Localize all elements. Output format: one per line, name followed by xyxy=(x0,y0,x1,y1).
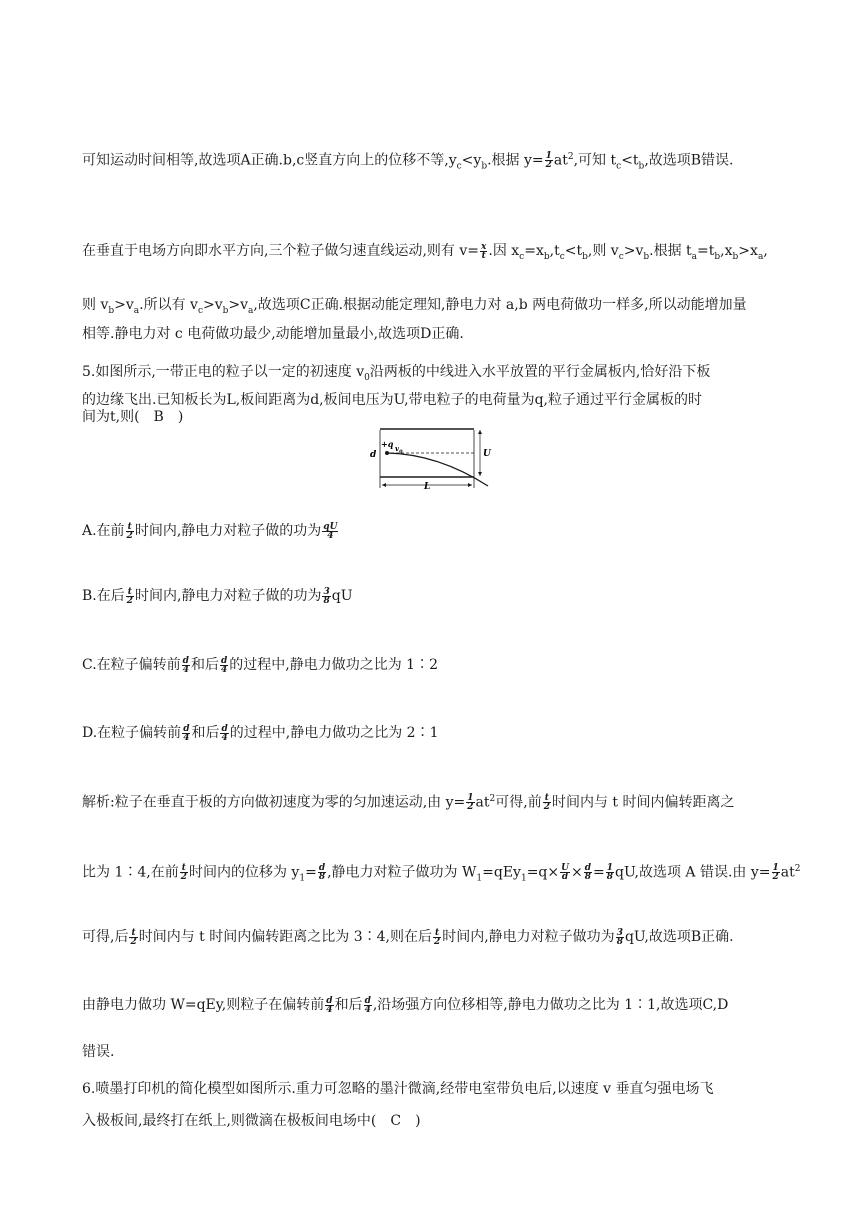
subscript: b xyxy=(732,251,739,262)
denominator: 2 xyxy=(772,872,779,883)
subscript: a xyxy=(133,305,140,316)
numerator: x xyxy=(481,241,487,252)
text-segment: >x xyxy=(738,243,758,259)
text-segment: =qEy xyxy=(482,864,521,881)
subscript: b xyxy=(222,305,229,316)
text-segment: at xyxy=(553,152,568,169)
numerator: 1 xyxy=(467,793,474,804)
numerator: d xyxy=(584,863,592,874)
text-segment: 和后 xyxy=(334,997,363,1013)
option-c xyxy=(82,656,438,674)
text-line xyxy=(82,148,734,175)
fraction xyxy=(322,588,330,605)
subscript: b xyxy=(543,251,550,262)
text-segment: ,沿场强方向位移相等,静电力做功之比为 1∶1,故选项C,D xyxy=(372,997,729,1013)
text-segment: 时间内,静电力对粒子做功为 xyxy=(442,929,615,945)
subscript: a xyxy=(248,305,254,316)
fraction xyxy=(180,864,188,881)
question-6-line-2: 入极板间,最终打在纸上,则微滴在极板间电场中( C ) xyxy=(82,1113,421,1129)
text-segment: >v xyxy=(623,243,644,259)
superscript: 2 xyxy=(794,864,801,874)
numerator: 3 xyxy=(616,927,623,938)
numerator: t xyxy=(543,794,551,803)
text-segment: .根据 y= xyxy=(487,152,544,169)
text-segment: at xyxy=(780,864,795,881)
fraction xyxy=(584,864,592,881)
numerator: d xyxy=(220,655,228,666)
text-segment: 时间内的位移为 y xyxy=(188,864,300,881)
text-segment: C.在粒子偏转前 xyxy=(82,657,181,673)
text-segment: <t xyxy=(564,243,583,259)
text-segment: ,可知 t xyxy=(573,152,617,169)
text-segment: 和后 xyxy=(191,725,220,741)
length-label: L xyxy=(424,482,431,492)
velocity-label: $v_0$ xyxy=(395,444,403,455)
text-segment: 和后 xyxy=(190,657,219,673)
fraction xyxy=(543,794,551,811)
text-segment: .所以有 v xyxy=(139,297,198,313)
denominator: 8 xyxy=(606,872,614,883)
subscript: b xyxy=(582,251,588,262)
subscript: 1 xyxy=(476,873,483,884)
text-segment: ,t xyxy=(549,243,560,259)
text-segment: qU,故选项 A 错误.由 y= xyxy=(615,864,771,881)
numerator: d xyxy=(318,863,326,874)
superscript: 2 xyxy=(489,794,496,804)
fraction xyxy=(126,588,134,605)
l-arrow-head-right xyxy=(468,483,472,487)
question-5-line-3: 间为t,则( B ) xyxy=(82,409,184,425)
u-arrow-head-top xyxy=(478,430,482,434)
text-line xyxy=(82,296,747,320)
denominator: 4 xyxy=(182,664,189,675)
fraction xyxy=(220,725,228,742)
trajectory xyxy=(387,453,488,486)
analysis-line-5: 错误. xyxy=(82,1044,115,1060)
text-segment: ,x xyxy=(720,243,733,259)
fraction xyxy=(480,243,487,260)
text-segment: 解析:粒子在垂直于板的方向做初速度为零的匀加速运动,由 y= xyxy=(82,794,466,811)
denominator: 2 xyxy=(130,936,137,947)
text-segment: B.在后 xyxy=(82,588,125,604)
fraction xyxy=(182,657,190,674)
text-segment: ,则 v xyxy=(587,243,619,259)
analysis-line-4 xyxy=(82,996,728,1014)
numerator: t xyxy=(129,929,137,938)
fraction xyxy=(466,794,474,811)
option-d xyxy=(82,724,439,742)
analysis-line-3 xyxy=(82,928,734,946)
numerator: 1 xyxy=(772,863,779,874)
u-arrow-head-bottom xyxy=(478,472,482,476)
denominator: 4 xyxy=(183,732,190,743)
fraction xyxy=(220,657,228,674)
numerator: 1 xyxy=(606,863,614,874)
numerator: t xyxy=(126,588,134,597)
text-segment: A.在前 xyxy=(82,523,125,539)
numerator: t xyxy=(126,523,134,532)
subscript: c xyxy=(559,251,565,262)
numerator: 3 xyxy=(323,586,330,597)
voltage-label: U xyxy=(483,449,491,459)
text-segment: ,故选项B错误. xyxy=(644,152,734,169)
numerator: d xyxy=(183,723,190,734)
numerator: d xyxy=(221,723,228,734)
text-segment: = xyxy=(593,864,605,881)
numerator: 1 xyxy=(545,151,552,162)
text-segment: 沿两板的中线进入水平放置的平行金属板内,恰好沿下板 xyxy=(369,364,711,380)
fraction xyxy=(433,929,441,946)
subscript: c xyxy=(618,251,624,262)
option-b xyxy=(82,587,353,605)
numerator: qU xyxy=(323,521,338,532)
text-segment: qU xyxy=(331,588,353,604)
denominator: 8 xyxy=(318,872,326,883)
denominator: 4 xyxy=(221,732,228,743)
denominator: 8 xyxy=(323,595,330,606)
text-segment: =q× xyxy=(526,864,560,881)
subscript: 1 xyxy=(299,873,306,884)
subscript: b xyxy=(638,161,645,172)
text-segment: 在垂直于电场方向即水平方向,三个粒子做匀速直线运动,则有 v= xyxy=(82,243,479,259)
charge-label: +q xyxy=(381,439,394,449)
text-segment: 的过程中,静电力做功之比为 1∶2 xyxy=(229,657,438,673)
text-segment: 的过程中,静电力做功之比为 2∶1 xyxy=(229,725,439,741)
text-segment: = xyxy=(305,864,317,881)
text-segment: 比为 1∶4,在前 xyxy=(82,864,179,881)
fraction xyxy=(322,523,338,540)
denominator: 2 xyxy=(126,530,133,541)
denominator: 2 xyxy=(545,160,552,171)
fraction xyxy=(126,523,134,540)
text-segment: <t xyxy=(621,152,639,169)
denominator: 8 xyxy=(584,872,592,883)
denominator: d xyxy=(561,872,569,883)
text-segment: 5.如图所示,一带正电的粒子以一定的初速度 v xyxy=(82,364,365,380)
question-5-line-1 xyxy=(82,363,710,387)
numerator: U xyxy=(561,863,569,874)
text-segment: 时间内与 t 时间内偏转距离之比为 3∶4,则在后 xyxy=(138,929,432,945)
fraction xyxy=(129,929,137,946)
denominator: 4 xyxy=(220,664,228,675)
text-segment: =x xyxy=(524,243,544,259)
text-segment: 可知运动时间相等,故选项A正确.b,c竖直方向上的位移不等,y xyxy=(82,152,457,169)
subscript: b xyxy=(714,251,721,262)
numerator: d xyxy=(182,655,189,666)
text-segment: >v xyxy=(228,297,249,313)
subscript: b xyxy=(643,251,650,262)
text-segment: 可得,后 xyxy=(82,929,129,945)
text-segment: 则 v xyxy=(82,297,109,313)
subscript: a xyxy=(757,251,764,262)
text-segment: 时间内,静电力对粒子做的功为 xyxy=(135,588,322,604)
denominator: 2 xyxy=(180,872,187,883)
text-line: 相等.静电力对 c 电荷做功最少,动能增加量最小,故选项D正确. xyxy=(82,326,464,342)
fraction xyxy=(772,864,780,881)
fraction xyxy=(182,725,190,742)
text-segment: 时间内与 t 时间内偏转距离之 xyxy=(551,794,735,811)
numerator: d xyxy=(364,995,371,1006)
text-segment: =t xyxy=(697,243,715,259)
fraction xyxy=(325,997,333,1014)
numerator: d xyxy=(326,995,333,1006)
text-segment: 由静电力做功 W=qEy,则粒子在偏转前 xyxy=(82,997,325,1013)
text-segment: <y xyxy=(461,152,482,169)
text-segment: 时间内,静电力对粒子做的功为 xyxy=(134,523,322,539)
denominator: t xyxy=(481,250,486,261)
l-arrow-head-left xyxy=(382,483,386,487)
fraction xyxy=(616,929,624,946)
text-segment: ,静电力对粒子做功为 W xyxy=(327,864,477,881)
fraction xyxy=(318,864,326,881)
analysis-line-2 xyxy=(82,860,801,887)
text-segment: >v xyxy=(114,297,134,313)
superscript: 2 xyxy=(567,152,574,162)
denominator: 8 xyxy=(616,936,623,947)
fraction xyxy=(364,997,372,1014)
subscript: 1 xyxy=(520,873,527,884)
denominator: 4 xyxy=(327,530,334,541)
text-segment: .因 x xyxy=(488,243,520,259)
fraction xyxy=(606,864,614,881)
text-segment: >v xyxy=(203,297,223,313)
denominator: 2 xyxy=(467,802,474,813)
distance-label: d xyxy=(370,450,377,460)
numerator: t xyxy=(180,864,188,873)
question-6-line-1: 6.喷墨打印机的简化模型如图所示.重力可忽略的墨汁微滴,经带电室带负电后,以速度 v 垂直匀强电场飞 xyxy=(82,1081,714,1097)
text-segment: at xyxy=(475,794,490,811)
subscript: b xyxy=(481,161,488,172)
subscript: c xyxy=(197,305,203,316)
text-segment: , xyxy=(763,243,768,259)
text-segment: × xyxy=(571,864,583,881)
text-segment: D.在粒子偏转前 xyxy=(82,725,182,741)
denominator: 2 xyxy=(543,802,550,813)
text-segment: qU,故选项B正确. xyxy=(624,929,734,945)
option-a xyxy=(82,522,339,540)
subscript: c xyxy=(519,251,525,262)
fraction xyxy=(545,152,553,169)
subscript: c xyxy=(456,161,462,172)
subscript: 0 xyxy=(364,372,370,383)
parallel-plates-diagram xyxy=(368,426,498,496)
question-5-line-2: 的边缘飞出.已知板长为L,板间距离为d,板间电压为U,带电粒子的电荷量为q,粒子通过平行金属板的时 xyxy=(82,392,702,408)
denominator: 4 xyxy=(364,1004,371,1015)
denominator: 4 xyxy=(326,1004,333,1015)
numerator: t xyxy=(433,929,441,938)
subscript: c xyxy=(616,161,622,172)
denominator: 2 xyxy=(126,595,134,606)
text-segment: ,故选项C正确.根据动能定理知,静电力对 a,b 两电荷做功一样多,所以动能增加量 xyxy=(253,297,747,313)
text-line xyxy=(82,242,768,266)
denominator: 2 xyxy=(433,936,441,947)
analysis-line-1 xyxy=(82,790,735,812)
subscript: a xyxy=(691,251,698,262)
text-segment: .根据 t xyxy=(649,243,692,259)
text-segment: 可得,前 xyxy=(495,794,542,811)
subscript: b xyxy=(108,305,115,316)
fraction xyxy=(560,864,570,881)
